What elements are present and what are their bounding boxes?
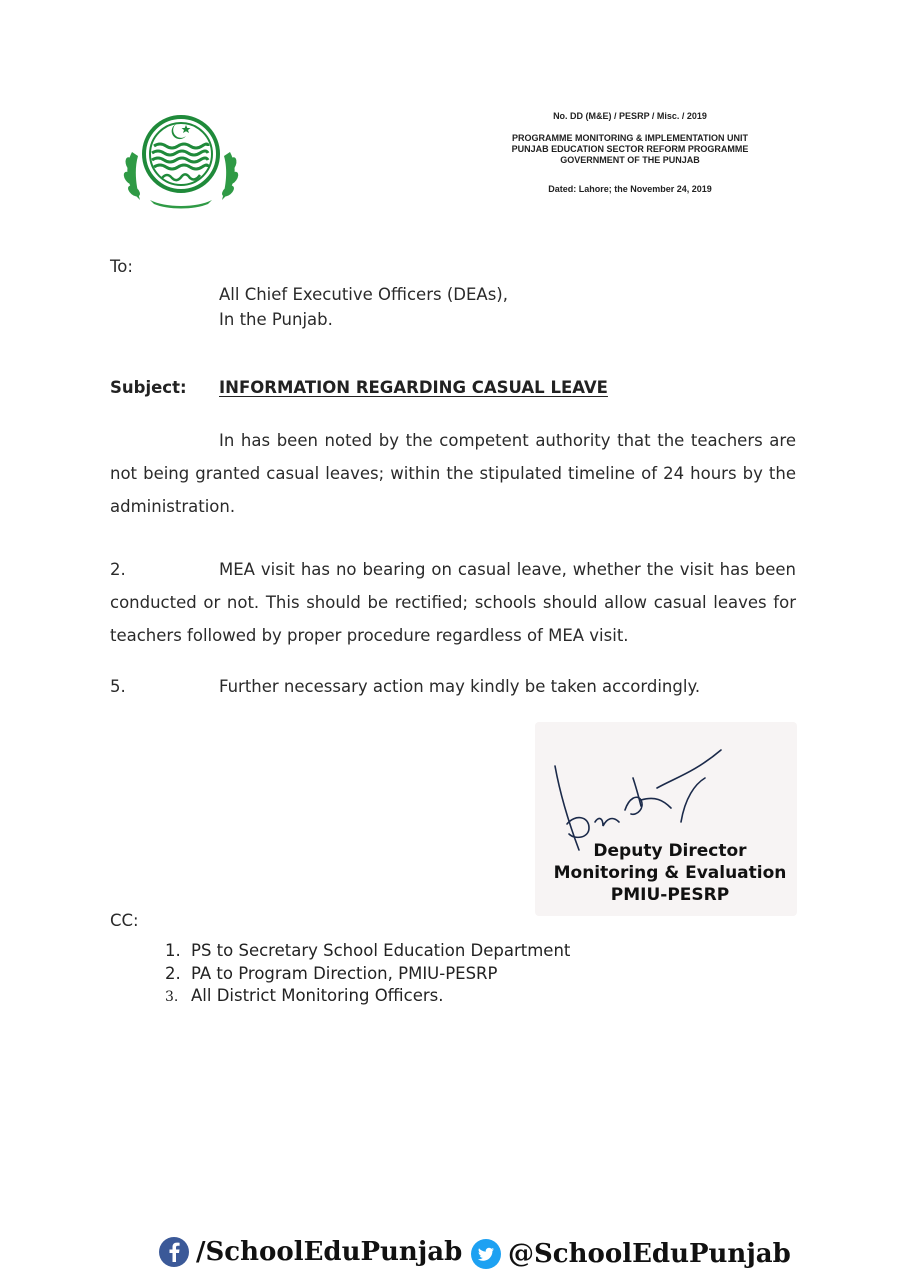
paragraph-number: 2.	[110, 560, 126, 579]
facebook-link[interactable]	[158, 1236, 462, 1268]
addressee-block	[219, 282, 508, 332]
cc-text: PA to Program Direction, PMIU-PESRP	[191, 963, 498, 983]
cc-label: CC:	[110, 911, 139, 930]
office-line: PUNJAB EDUCATION SECTOR REFORM PROGRAMME	[511, 144, 749, 154]
paragraph-text: Further necessary action may kindly be taken accordingly.	[219, 677, 701, 696]
government-of-punjab-logo	[120, 112, 242, 210]
paragraph-number: 5.	[110, 677, 126, 696]
cc-item	[165, 963, 570, 986]
signatory-title: Deputy Director	[593, 841, 747, 861]
facebook-handle: /SchoolEduPunjab	[196, 1237, 463, 1267]
facebook-icon	[158, 1236, 190, 1268]
paragraph-text: In has been noted by the competent authority that the teachers are not being granted casual leaves; within the stipulated timeline of 24 hours by the administration.	[110, 431, 796, 516]
paragraph-1	[110, 424, 796, 523]
cc-number: 1.	[165, 941, 181, 960]
addressee-line: All Chief Executive Officers (DEAs),	[219, 285, 508, 304]
twitter-icon	[470, 1238, 502, 1270]
paragraph-3	[110, 670, 796, 703]
cc-text: PS to Secretary School Education Department	[191, 941, 571, 960]
office-line: GOVERNMENT OF THE PUNJAB	[560, 155, 700, 165]
paragraph-2	[110, 553, 796, 652]
handwritten-signature	[545, 738, 745, 856]
signatory-block	[530, 840, 810, 906]
cc-text: All District Monitoring Officers.	[191, 986, 444, 1005]
signatory-department: Monitoring & Evaluation	[553, 863, 787, 883]
subject-text: INFORMATION REGARDING CASUAL LEAVE	[219, 378, 608, 397]
cc-list	[165, 940, 570, 1009]
subject-label: Subject:	[110, 378, 187, 397]
cc-number: 2.	[165, 963, 181, 983]
paragraph-text: MEA visit has no bearing on casual leave, whether the visit has been conducted or not. This should be rectified; schools should allow casual leaves for teachers followed by proper procedure regardless of MEA visit.	[110, 560, 796, 645]
cc-item	[165, 985, 570, 1009]
addressee-line: In the Punjab.	[219, 310, 333, 329]
office-line: PROGRAMME MONITORING & IMPLEMENTATION UNIT	[512, 133, 748, 143]
cc-number: 3.	[165, 989, 179, 1005]
issuing-office	[460, 133, 800, 166]
to-label: To:	[110, 257, 133, 276]
letter-date: Dated: Lahore; the November 24, 2019	[548, 184, 712, 194]
signatory-office: PMIU-PESRP	[610, 885, 730, 905]
twitter-link[interactable]	[470, 1238, 791, 1270]
twitter-handle: @SchoolEduPunjab	[508, 1239, 791, 1269]
letter-number: No. DD (M&E) / PESRP / Misc. / 2019	[553, 111, 707, 121]
cc-item	[165, 940, 570, 963]
